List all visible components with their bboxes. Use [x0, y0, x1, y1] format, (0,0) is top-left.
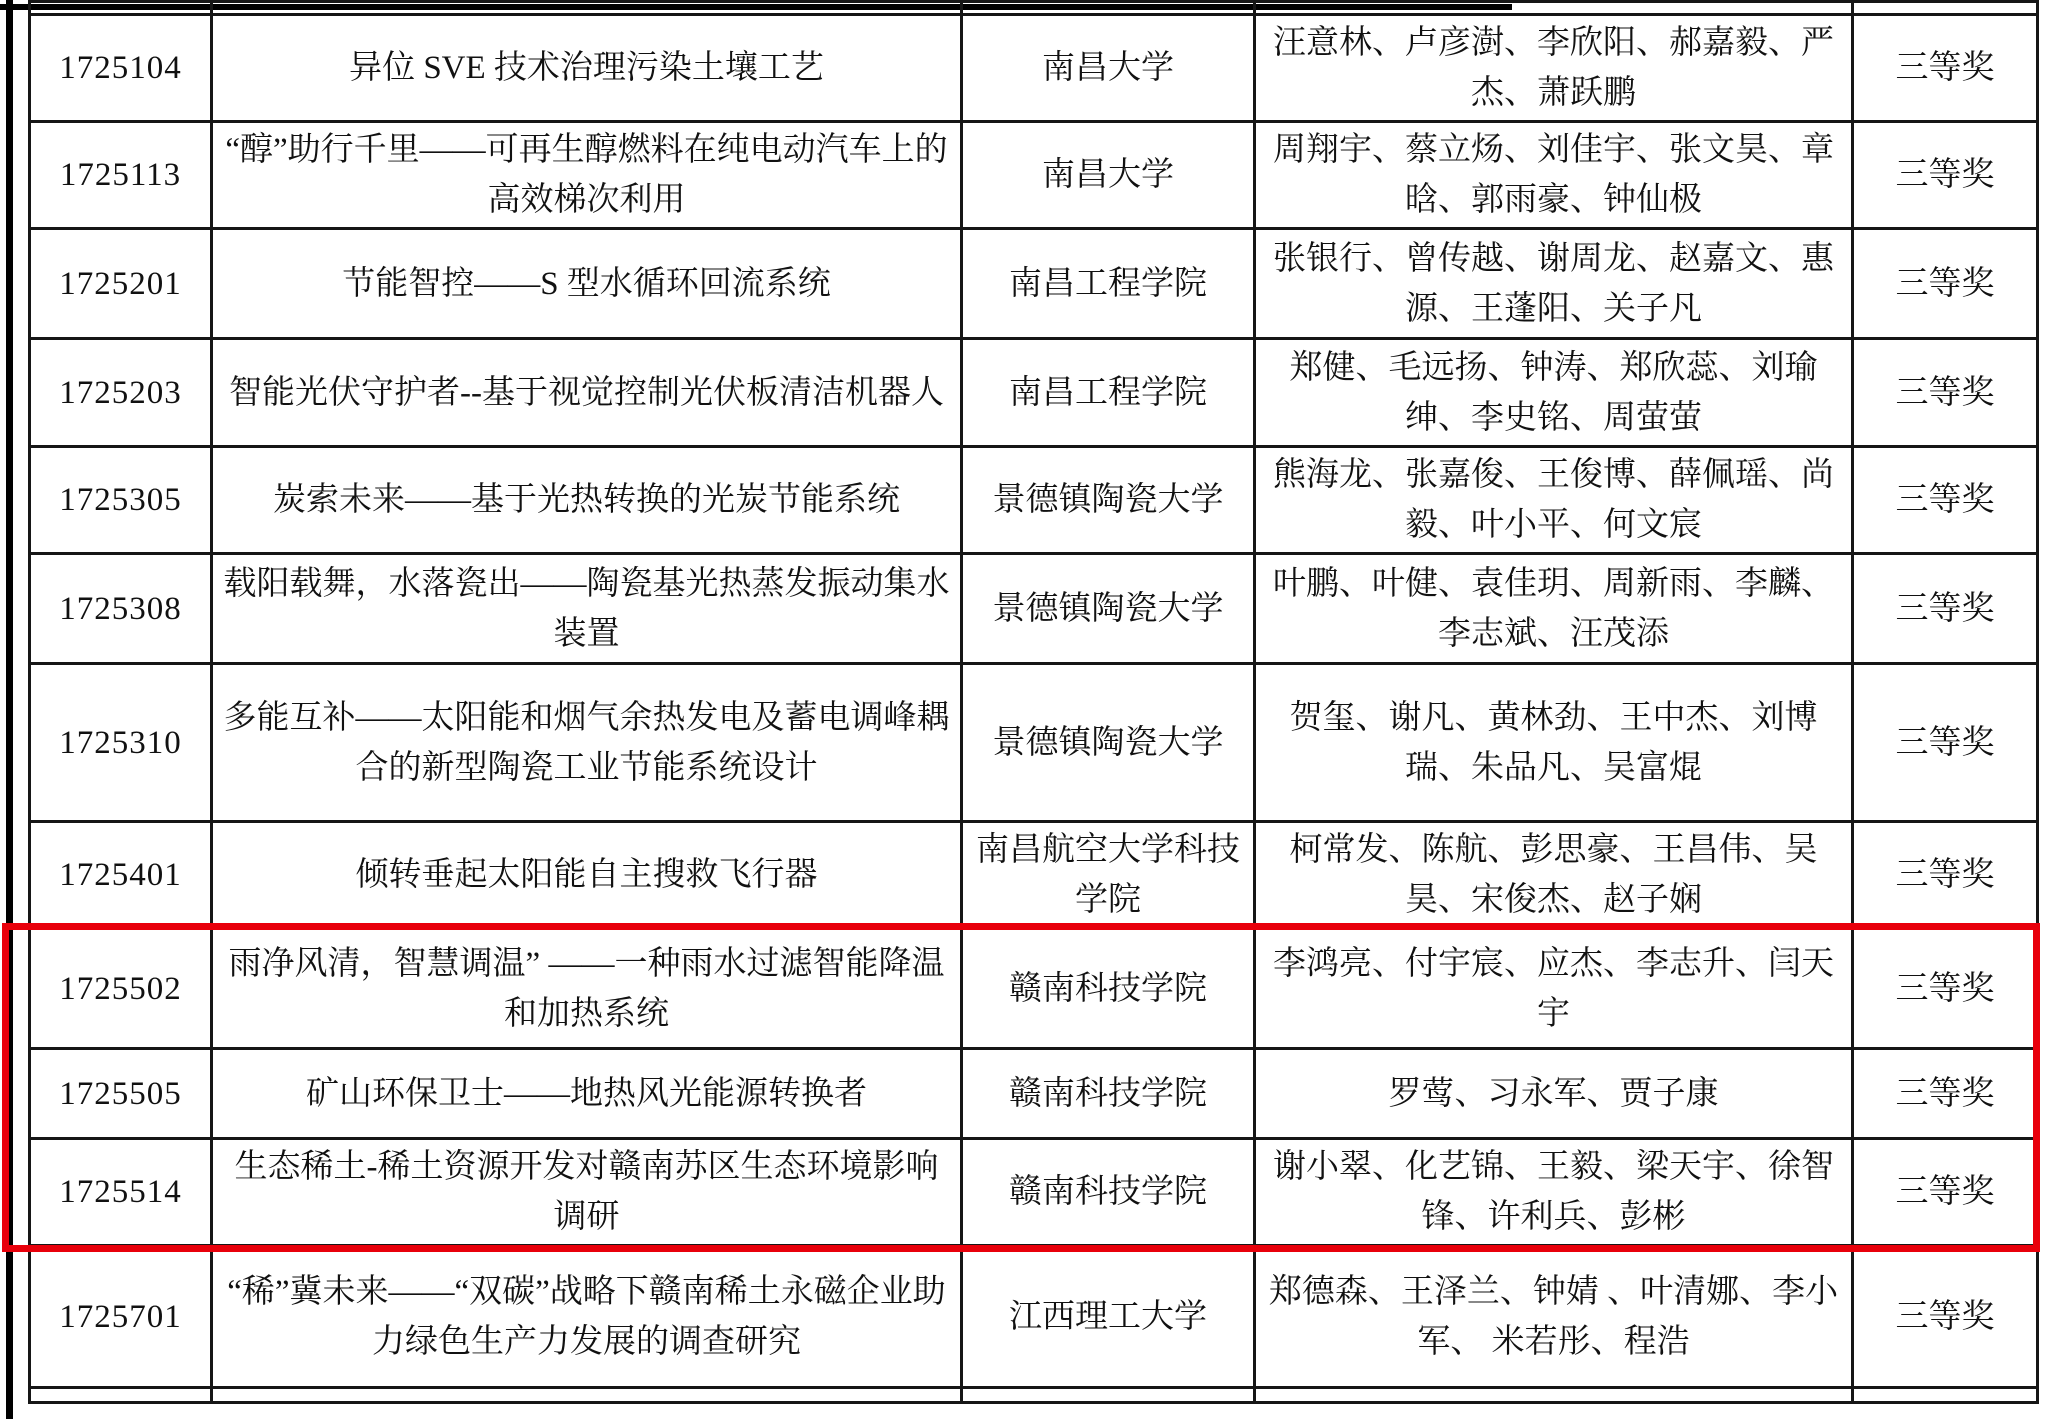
cell-school: 赣南科技学院 [962, 1139, 1255, 1246]
empty-cell [212, 1388, 962, 1403]
cell-members: 谢小翠、化艺锦、王毅、梁天宇、徐智锋、许利兵、彭彬 [1255, 1139, 1853, 1246]
cell-id: 1725701 [30, 1246, 212, 1388]
cut-off-row-top [30, 2, 2038, 15]
cell-members: 郑德森、王泽兰、钟婧 、叶清娜、李小军、 米若彤、程浩 [1255, 1246, 1853, 1388]
cell-school: 南昌航空大学科技学院 [962, 822, 1255, 929]
cell-members: 汪意林、卢彦澍、李欣阳、郝嘉毅、严杰、萧跃鹏 [1255, 15, 1853, 122]
table-row [30, 1139, 2038, 1246]
cell-id: 1725203 [30, 339, 212, 447]
results-table-body [30, 2, 2038, 1403]
cell-id: 1725104 [30, 15, 212, 122]
table-row [30, 122, 2038, 229]
cell-school: 南昌大学 [962, 15, 1255, 122]
cell-award: 三等奖 [1853, 447, 2038, 554]
cell-id: 1725505 [30, 1049, 212, 1139]
cell-school: 景德镇陶瓷大学 [962, 447, 1255, 554]
cell-title: “稀”冀未来——“双碳”战略下赣南稀土永磁企业助力绿色生产力发展的调查研究 [212, 1246, 962, 1388]
cell-award: 三等奖 [1853, 664, 2038, 822]
scan-artifact-left-line [6, 0, 13, 1419]
cell-id: 1725113 [30, 122, 212, 229]
cell-title: 倾转垂起太阳能自主搜救飞行器 [212, 822, 962, 929]
cell-members: 李鸿亮、付宇宸、应杰、李志升、闫天宇 [1255, 929, 1853, 1049]
table-row [30, 1246, 2038, 1388]
cell-school: 景德镇陶瓷大学 [962, 664, 1255, 822]
empty-cell [1255, 2, 1853, 15]
cell-title: 雨净风清，智慧调温” ——一种雨水过滤智能降温和加热系统 [212, 929, 962, 1049]
award-results-table [28, 0, 2039, 1404]
cell-award: 三等奖 [1853, 1049, 2038, 1139]
empty-cell [1853, 1388, 2038, 1403]
table-row [30, 15, 2038, 122]
cell-award: 三等奖 [1853, 229, 2038, 339]
empty-cell [30, 2, 212, 15]
table-row [30, 447, 2038, 554]
cell-members: 熊海龙、张嘉俊、王俊博、薛佩瑶、尚毅、叶小平、何文宸 [1255, 447, 1853, 554]
cell-title: 生态稀土-稀土资源开发对赣南苏区生态环境影响调研 [212, 1139, 962, 1246]
cell-id: 1725401 [30, 822, 212, 929]
cell-id: 1725305 [30, 447, 212, 554]
cell-title: 载阳载舞，水落瓷出——陶瓷基光热蒸发振动集水装置 [212, 554, 962, 664]
table-row [30, 664, 2038, 822]
cell-id: 1725514 [30, 1139, 212, 1246]
cell-award: 三等奖 [1853, 1139, 2038, 1246]
cell-title: 多能互补——太阳能和烟气余热发电及蓄电调峰耦合的新型陶瓷工业节能系统设计 [212, 664, 962, 822]
cell-school: 景德镇陶瓷大学 [962, 554, 1255, 664]
cell-members: 贺玺、谢凡、黄林劲、王中杰、刘博瑞、朱品凡、吴富焜 [1255, 664, 1853, 822]
cell-id: 1725502 [30, 929, 212, 1049]
cell-school: 南昌工程学院 [962, 339, 1255, 447]
cell-members: 罗莺、习永军、贾子康 [1255, 1049, 1853, 1139]
cell-award: 三等奖 [1853, 339, 2038, 447]
cell-title: 异位 SVE 技术治理污染土壤工艺 [212, 15, 962, 122]
cell-award: 三等奖 [1853, 1246, 2038, 1388]
cell-members: 叶鹏、叶健、袁佳玥、周新雨、李麟、李志斌、汪茂添 [1255, 554, 1853, 664]
table-row [30, 229, 2038, 339]
cut-off-row-bottom [30, 1388, 2038, 1403]
cell-school: 赣南科技学院 [962, 929, 1255, 1049]
cell-members: 柯常发、陈航、彭思豪、王昌伟、吴昊、宋俊杰、赵子娴 [1255, 822, 1853, 929]
cell-award: 三等奖 [1853, 15, 2038, 122]
cell-title: 智能光伏守护者--基于视觉控制光伏板清洁机器人 [212, 339, 962, 447]
cell-title: 矿山环保卫士——地热风光能源转换者 [212, 1049, 962, 1139]
cell-award: 三等奖 [1853, 929, 2038, 1049]
empty-cell [1255, 1388, 1853, 1403]
cell-title: 节能智控——S 型水循环回流系统 [212, 229, 962, 339]
cell-title: “醇”助行千里——可再生醇燃料在纯电动汽车上的高效梯次利用 [212, 122, 962, 229]
table-row [30, 929, 2038, 1049]
table-row [30, 1049, 2038, 1139]
cell-id: 1725310 [30, 664, 212, 822]
cell-id: 1725308 [30, 554, 212, 664]
cell-members: 周翔宇、蔡立炀、刘佳宇、张文昊、章晗、郭雨豪、钟仙极 [1255, 122, 1853, 229]
empty-cell [962, 1388, 1255, 1403]
cell-id: 1725201 [30, 229, 212, 339]
cell-award: 三等奖 [1853, 822, 2038, 929]
cell-school: 南昌工程学院 [962, 229, 1255, 339]
cell-award: 三等奖 [1853, 122, 2038, 229]
empty-cell [30, 1388, 212, 1403]
cell-school: 江西理工大学 [962, 1246, 1255, 1388]
cell-members: 张银行、曾传越、谢周龙、赵嘉文、惠 源、王蓬阳、关子凡 [1255, 229, 1853, 339]
empty-cell [962, 2, 1255, 15]
cell-members: 郑健、毛远扬、钟涛、郑欣蕊、刘瑜绅、李史铭、周萤萤 [1255, 339, 1853, 447]
cell-award: 三等奖 [1853, 554, 2038, 664]
table-row [30, 339, 2038, 447]
table-row [30, 554, 2038, 664]
empty-cell [212, 2, 962, 15]
cell-school: 赣南科技学院 [962, 1049, 1255, 1139]
table-row [30, 822, 2038, 929]
cell-school: 南昌大学 [962, 122, 1255, 229]
empty-cell [1853, 2, 2038, 15]
cell-title: 炭索未来——基于光热转换的光炭节能系统 [212, 447, 962, 554]
